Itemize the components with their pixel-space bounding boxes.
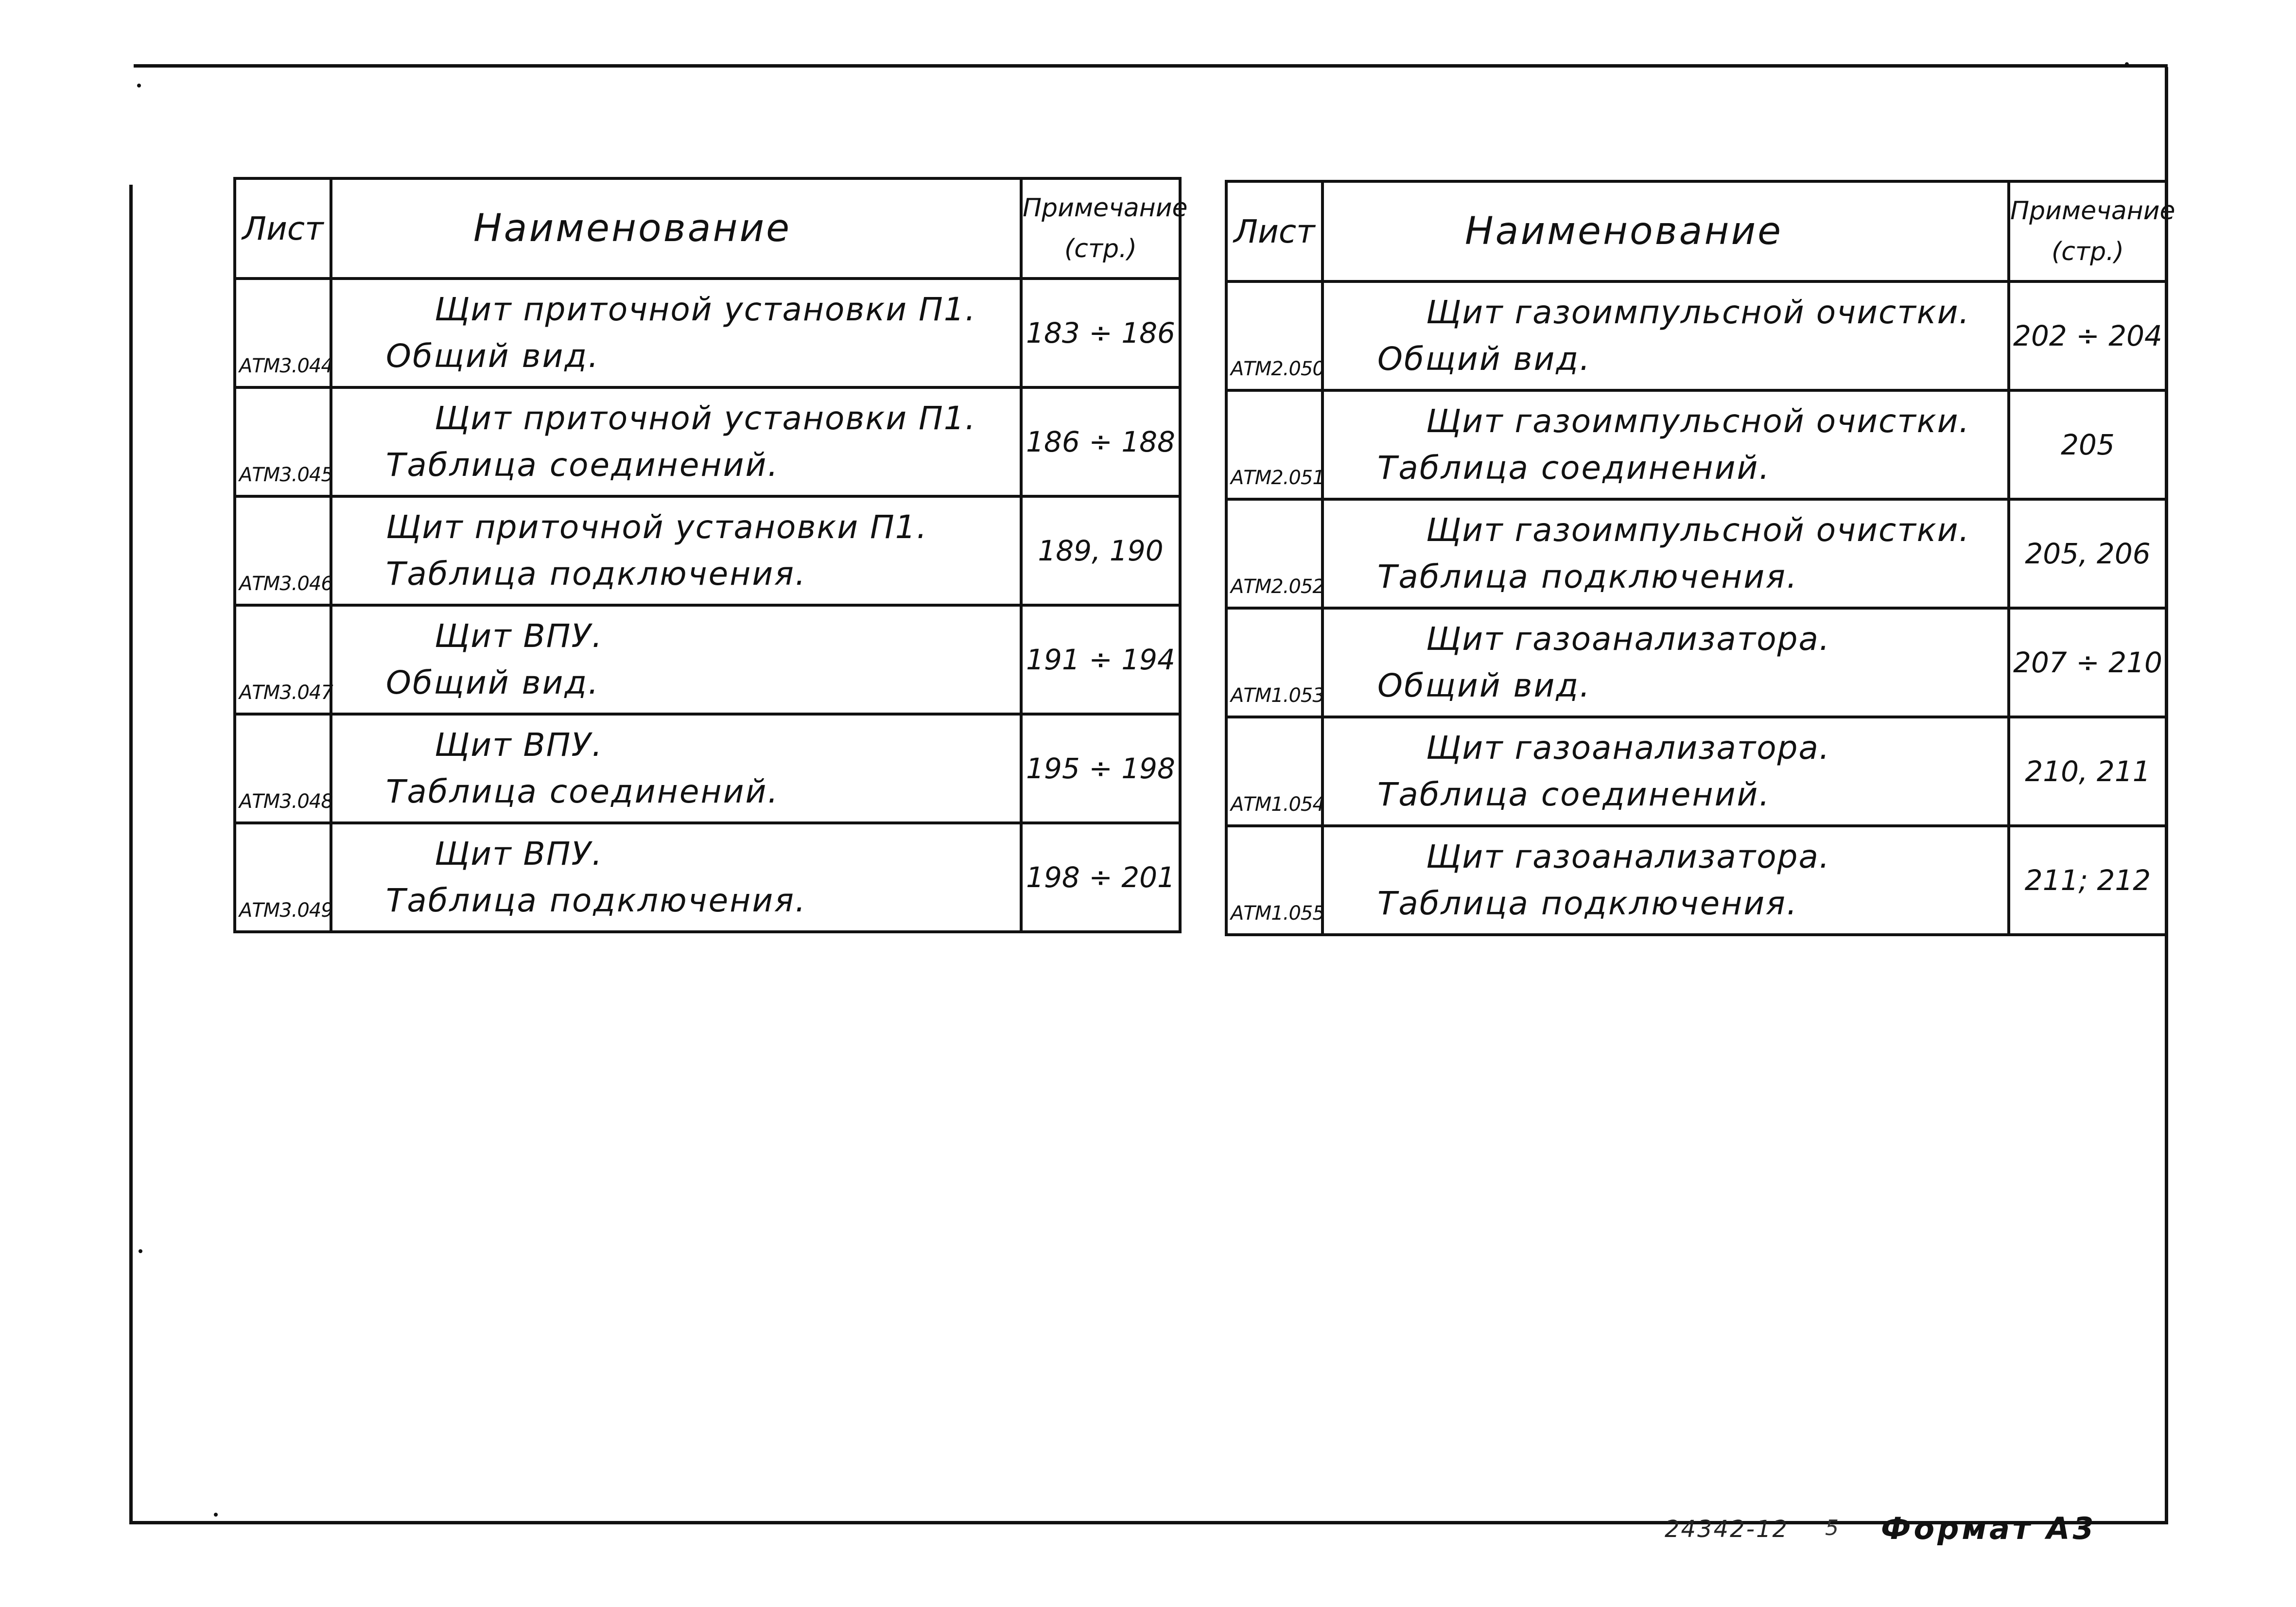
sheet-code: АТМ2.051 xyxy=(1226,390,1322,499)
table-row xyxy=(1226,390,2167,499)
header-note xyxy=(2009,181,2175,281)
sheet-title-line2: Таблица подключения. xyxy=(386,555,807,593)
sheet-code: АТМ1.053 xyxy=(1226,608,1322,717)
sheet-title-line2: Таблица соединений. xyxy=(1377,776,1771,813)
sheet-title-line1: Щит ВПУ. xyxy=(435,617,603,655)
sheet-title-line2: Общий вид. xyxy=(386,337,600,375)
header-note-unit: (стр.) xyxy=(2052,237,2124,266)
contents-table-right xyxy=(1225,180,2175,936)
sheet-title-line2: Общий вид. xyxy=(1377,340,1591,378)
table-header-row xyxy=(235,178,1180,279)
page-range: 189, 190 xyxy=(1021,496,1180,605)
sheet-title-line2: Таблица подключения. xyxy=(1377,558,1798,595)
table-row xyxy=(235,823,1180,932)
table-row xyxy=(1226,826,2167,935)
header-note-unit: (стр.) xyxy=(1064,234,1137,263)
page-range: 210, 211 xyxy=(2009,717,2167,826)
sheet-code: АТМ2.050 xyxy=(1226,281,1322,390)
sheet-title xyxy=(331,714,1021,823)
sheet-title-line1: Щит газоанализатора. xyxy=(1426,620,1830,658)
sheet-title-line1: Щит ВПУ. xyxy=(435,835,603,873)
table-row xyxy=(1226,281,2167,390)
sheet-code: АТМ1.054 xyxy=(1226,717,1322,826)
sheet-title xyxy=(1322,499,2009,608)
sheet-title xyxy=(1322,717,2009,826)
table-row xyxy=(1226,717,2167,826)
header-note-label: Примечание xyxy=(2010,196,2175,226)
page-range: 191 ÷ 194 xyxy=(1021,605,1180,714)
document-number: 24342-12 xyxy=(1665,1516,1789,1543)
sheet-title-line2: Таблица соединений. xyxy=(386,446,780,484)
sheet-code: АТМ3.044 xyxy=(235,279,331,387)
frame-mark xyxy=(139,1249,142,1253)
sheet-title-line1: Щит приточной установки П1. xyxy=(386,508,928,546)
sheet-code: АТМ3.047 xyxy=(235,605,331,714)
table-row xyxy=(235,496,1180,605)
header-name: Наименование xyxy=(331,178,1021,279)
frame-left-border xyxy=(129,185,133,1524)
frame-bottom-border xyxy=(129,1521,2168,1524)
table-row xyxy=(235,605,1180,714)
sheet-title-line2: Общий вид. xyxy=(1377,667,1591,704)
sheet-code: АТМ3.045 xyxy=(235,387,331,496)
table-row xyxy=(235,714,1180,823)
sheet-number: 5 xyxy=(1825,1516,1839,1540)
sheet-title xyxy=(331,279,1021,387)
table-row xyxy=(1226,608,2167,717)
contents-table-left xyxy=(233,177,1188,933)
header-list: Лист xyxy=(235,178,331,279)
page-range: 195 ÷ 198 xyxy=(1021,714,1180,823)
sheet-title xyxy=(331,387,1021,496)
frame-mark xyxy=(214,1513,218,1517)
header-note xyxy=(1021,178,1188,279)
sheet-title-line1: Щит газоимпульсной очистки. xyxy=(1426,402,1970,440)
sheet-title-line1: Щит газоимпульсной очистки. xyxy=(1426,511,1970,549)
table-row xyxy=(235,387,1180,496)
sheet-title xyxy=(1322,390,2009,499)
sheet-title-line2: Таблица соединений. xyxy=(386,773,780,810)
sheet-title xyxy=(1322,281,2009,390)
frame-top-border xyxy=(134,64,2168,68)
table-row xyxy=(235,279,1180,387)
header-note-label: Примечание xyxy=(1023,193,1188,223)
sheet-title-line1: Щит газоимпульсной очистки. xyxy=(1426,294,1970,331)
sheet-title xyxy=(331,605,1021,714)
page-range: 198 ÷ 201 xyxy=(1021,823,1180,932)
header-name: Наименование xyxy=(1322,181,2009,281)
sheet-title-line1: Щит газоанализатора. xyxy=(1426,729,1830,767)
sheet-code: АТМ3.046 xyxy=(235,496,331,605)
table-row xyxy=(1226,499,2167,608)
page-range: 183 ÷ 186 xyxy=(1021,279,1180,387)
page-range: 205, 206 xyxy=(2009,499,2167,608)
sheet-code: АТМ2.052 xyxy=(1226,499,1322,608)
sheet-title-line2: Общий вид. xyxy=(386,664,600,701)
page-range: 202 ÷ 204 xyxy=(2009,281,2167,390)
sheet-title-line1: Щит газоанализатора. xyxy=(1426,838,1830,875)
frame-mark xyxy=(2125,62,2129,66)
sheet-title-line1: Щит приточной установки П1. xyxy=(435,400,976,437)
table-header-row xyxy=(1226,181,2167,281)
sheet-title xyxy=(331,496,1021,605)
page-range: 205 xyxy=(2009,390,2167,499)
header-list: Лист xyxy=(1226,181,1322,281)
sheet-title xyxy=(1322,608,2009,717)
page-range: 207 ÷ 210 xyxy=(2009,608,2167,717)
sheet-title-line1: Щит ВПУ. xyxy=(435,726,603,764)
sheet-code: АТМ1.055 xyxy=(1226,826,1322,935)
page-range: 186 ÷ 188 xyxy=(1021,387,1180,496)
sheet-title-line2: Таблица подключения. xyxy=(1377,885,1798,922)
sheet-code: АТМ3.049 xyxy=(235,823,331,932)
page-range: 211; 212 xyxy=(2009,826,2167,935)
paper-format: Формат А3 xyxy=(1881,1511,2097,1546)
sheet-title-line1: Щит приточной установки П1. xyxy=(435,291,976,328)
sheet-title xyxy=(1322,826,2009,935)
sheet-title-line2: Таблица подключения. xyxy=(386,882,807,919)
sheet-title xyxy=(331,823,1021,932)
sheet-code: АТМ3.048 xyxy=(235,714,331,823)
sheet-title-line2: Таблица соединений. xyxy=(1377,449,1771,487)
frame-mark xyxy=(137,84,141,87)
